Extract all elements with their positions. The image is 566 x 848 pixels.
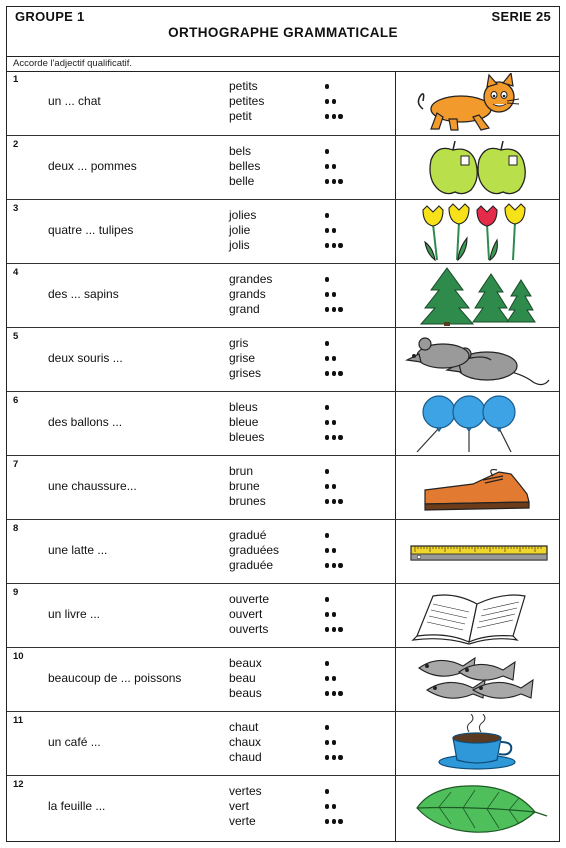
option-word: jolie [229,223,251,237]
dot-marker-3 [325,686,355,701]
dot-marker-1 [325,528,355,543]
exercise-row [7,775,559,839]
dot-marker-2 [325,607,355,622]
dot-marker-3 [325,302,355,317]
options-list [229,400,264,445]
option-word: vert [229,799,250,813]
option-word: jolis [229,238,250,252]
dot-marker-2 [325,799,355,814]
phrase: deux souris ... [48,351,123,365]
dot-markers [325,720,355,765]
option-word: bleue [229,415,259,429]
row-number: 10 [13,651,24,662]
option-word: belles [229,159,261,173]
option-word: brun [229,464,254,478]
options-list [229,144,260,189]
dot-markers [325,784,355,829]
coffee-cup-icon [403,714,555,774]
dot-markers [325,336,355,381]
dot-markers [325,592,355,637]
option-word: grandes [229,272,273,286]
exercise-row [7,327,559,391]
option-word: grises [229,366,262,380]
option-word: belle [229,174,255,188]
row-number: 1 [13,74,19,85]
options-list [229,272,272,317]
exercise-row [7,455,559,519]
option-word: ouverte [229,592,270,606]
phrase: quatre ... tulipes [48,223,134,237]
phrase: une chaussure... [48,479,137,493]
worksheet [6,6,560,842]
dot-marker-3 [325,430,355,445]
phrase: une latte ... [48,543,108,557]
exercise-row [7,71,559,135]
row-number: 2 [13,139,19,150]
row-number: 4 [13,267,19,278]
exercise-row [7,647,559,711]
option-word: vertes [229,784,262,798]
dot-marker-3 [325,238,355,253]
dot-marker-2 [325,543,355,558]
dot-marker-1 [325,656,355,671]
option-word: petit [229,109,252,123]
exercise-row [7,391,559,455]
dot-marker-3 [325,622,355,637]
fish-icon [403,650,555,710]
dot-markers [325,464,355,509]
dot-markers [325,656,355,701]
row-number: 6 [13,395,19,406]
option-word: grands [229,287,266,301]
option-word: beaux [229,656,262,670]
row-number: 3 [13,203,19,214]
dot-marker-2 [325,159,355,174]
options-list [229,784,262,829]
options-list [229,720,262,765]
dot-marker-2 [325,479,355,494]
option-word: chaud [229,750,262,764]
dot-marker-1 [325,400,355,415]
dot-marker-2 [325,671,355,686]
dot-marker-1 [325,784,355,799]
dot-marker-2 [325,287,355,302]
dot-marker-1 [325,336,355,351]
option-word: grise [229,351,256,365]
dot-marker-2 [325,223,355,238]
options-list [229,79,264,124]
phrase: deux ... pommes [48,159,137,173]
dot-markers [325,272,355,317]
open-book-icon [403,586,555,646]
row-number: 8 [13,523,19,534]
dot-markers [325,144,355,189]
options-list [229,592,269,637]
dot-marker-1 [325,208,355,223]
page-title: ORTHOGRAPHE GRAMMATICALE [168,25,398,40]
row-number: 7 [13,459,19,470]
apples-icon [403,138,555,198]
dot-marker-3 [325,750,355,765]
fir-trees-icon [403,266,555,326]
option-word: brune [229,479,260,493]
exercise-row [7,199,559,263]
mice-icon [403,330,555,390]
shoe-icon [403,458,555,518]
group-label: GROUPE 1 [15,9,85,24]
header [7,7,559,57]
dot-marker-1 [325,720,355,735]
balloons-icon [403,394,555,454]
dot-marker-2 [325,735,355,750]
option-word: bleues [229,430,265,444]
option-word: jolies [229,208,257,222]
dot-marker-3 [325,814,355,829]
option-word: petits [229,79,258,93]
cat-icon [403,73,555,133]
dot-marker-1 [325,592,355,607]
row-number: 5 [13,331,19,342]
dot-marker-3 [325,174,355,189]
phrase: des ... sapins [48,287,119,301]
dot-marker-1 [325,464,355,479]
dot-marker-3 [325,366,355,381]
row-number: 12 [13,779,24,790]
options-list [229,464,266,509]
tulips-icon [403,202,555,262]
dot-marker-1 [325,79,355,94]
options-list [229,208,256,253]
exercise-row [7,519,559,583]
dot-marker-3 [325,494,355,509]
phrase: un livre ... [48,607,101,621]
option-word: bleus [229,400,258,414]
dot-marker-2 [325,351,355,366]
phrase: un ... chat [48,94,101,108]
instruction: Accorde l'adjectif qualificatif. [13,58,133,69]
option-word: bels [229,144,252,158]
option-word: petites [229,94,265,108]
dot-marker-1 [325,144,355,159]
option-word: beau [229,671,256,685]
dot-marker-1 [325,272,355,287]
dot-marker-3 [325,109,355,124]
option-word: ouverts [229,622,269,636]
phrase: la feuille ... [48,799,106,813]
option-word: graduée [229,558,274,572]
dot-marker-3 [325,558,355,573]
row-number: 9 [13,587,19,598]
option-word: chaut [229,720,259,734]
series-label: SERIE 25 [491,9,551,24]
leaf-icon [403,778,555,838]
exercise-row [7,583,559,647]
options-list [229,656,262,701]
option-word: grand [229,302,260,316]
option-word: ouvert [229,607,263,621]
ruler-icon [403,522,555,582]
option-word: gris [229,336,249,350]
dot-markers [325,400,355,445]
options-list [229,336,261,381]
row-number: 11 [13,715,24,726]
options-list [229,528,279,573]
option-word: verte [229,814,256,828]
dot-markers [325,79,355,124]
dot-marker-2 [325,94,355,109]
dot-markers [325,208,355,253]
exercise-row [7,135,559,199]
option-word: chaux [229,735,262,749]
exercise-row [7,711,559,775]
exercise-row [7,263,559,327]
phrase: un café ... [48,735,101,749]
phrase: des ballons ... [48,415,123,429]
dot-markers [325,528,355,573]
dot-marker-2 [325,415,355,430]
option-word: gradué [229,528,267,542]
option-word: graduées [229,543,280,557]
phrase: beaucoup de ... poissons [48,671,182,685]
option-word: beaus [229,686,262,700]
option-word: brunes [229,494,266,508]
